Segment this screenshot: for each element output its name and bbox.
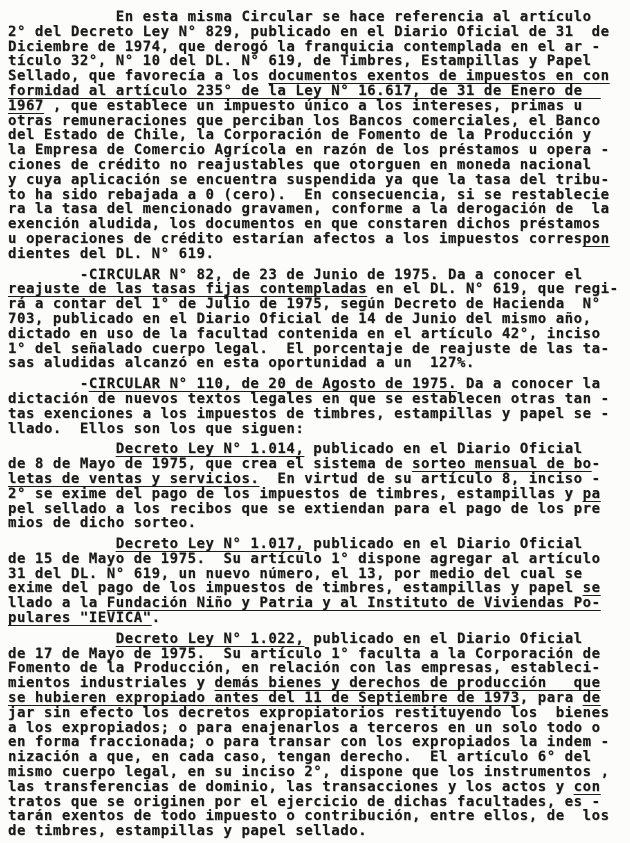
text-line	[8, 647, 628, 662]
text-segment: las transferencias de dominio, las transacciones y los actos y	[8, 779, 574, 795]
text-line	[8, 472, 628, 487]
text-segment: -	[591, 457, 601, 472]
text-segment: , que establece un impuesto único a los intereses, primas u	[43, 98, 583, 114]
text-line	[8, 188, 628, 203]
underlined-text: Decreto Ley N° 1.017,	[115, 537, 305, 552]
text-segment: Da a conocer el	[438, 267, 583, 283]
text-line	[8, 516, 628, 531]
text-line	[8, 567, 628, 582]
text-line	[8, 407, 628, 422]
text-segment: En esta misma Circular se hace referencia al artículo	[8, 10, 592, 25]
underlined-text: pa	[582, 486, 601, 502]
text-segment: de 8 de Mayo de 1975, que crea el sistema de	[8, 457, 413, 472]
underlined-text: Decreto Ley N° 1.022,	[115, 631, 305, 647]
text-line	[8, 99, 628, 114]
text-segment: exime del pago de los impuestos de timbres, estampillas y papel	[8, 581, 583, 597]
text-segment: publicado en el Diario Oficial	[304, 442, 583, 458]
text-segment: rá a contar del 1° de Julio de 1975, según Decreto de Hacienda N°	[8, 297, 601, 312]
text-line	[8, 721, 628, 736]
text-line	[8, 10, 628, 25]
text-line	[8, 312, 628, 327]
text-line	[8, 750, 628, 765]
text-line	[8, 54, 628, 69]
paragraph-circular-110	[8, 377, 628, 436]
underlined-text: con	[573, 779, 601, 795]
text-segment: mismo cuerpo legal, en su inciso 2°, dispone que los instrumentos ,	[8, 765, 610, 780]
text-segment: mientos industriales y	[8, 676, 215, 692]
text-segment: llado a la	[8, 596, 107, 612]
text-line	[8, 232, 628, 247]
text-segment: exención aludida, los documentos en que constaren dichos préstamos	[8, 217, 601, 232]
underlined-text: de	[582, 691, 601, 706]
text-segment: sas aludidas alcanzó en esta oportunidad a un 127%.	[8, 356, 475, 372]
text-segment: 31 del DL. N° 619, un nuevo número, el 13, por medio del cual se	[8, 566, 583, 582]
text-segment: .	[151, 611, 161, 626]
text-segment: jar sin efecto los decretos expropiatorios restituyendo los bienes	[8, 705, 610, 721]
text-segment: , para	[519, 691, 583, 706]
text-line	[8, 552, 628, 567]
underlined-text: CIRCULAR N° 110, de 20 de Agosto de 1975.	[88, 377, 457, 392]
text-line	[8, 735, 628, 750]
text-segment: 703, publicado en el Diario Oficial de 14 de Junio del mismo año,	[8, 311, 592, 327]
text-line	[8, 268, 628, 283]
text-segment: pel sellado a los recibos que se extiendan para el pago de los	[8, 501, 574, 517]
text-line	[8, 217, 628, 232]
text-line	[8, 765, 628, 780]
paragraph-decreto-ley-1022	[8, 632, 628, 839]
text-line	[8, 128, 628, 143]
text-segment: la Empresa de Comercio Agrícola en razón de los préstamos u opera -	[8, 143, 610, 158]
text-line	[8, 158, 628, 173]
text-line	[8, 537, 628, 552]
text-line	[8, 457, 628, 472]
text-segment: publicado en el Diario Oficial	[304, 537, 583, 552]
text-segment: Fomento de la Producción, en relación con las empresas, estableci-	[8, 661, 601, 677]
text-line	[8, 502, 628, 517]
text-line	[8, 611, 628, 626]
text-segment: y cuya aplicación se encuentra suspendida ya que la tasa del tribu-	[8, 172, 610, 188]
text-segment: 2° se exime del pago de los impuestos de timbres, estampillas y	[8, 486, 583, 502]
text-line	[8, 809, 628, 824]
text-segment: dictación de nuevos textos legales en que se establecen otras tan -	[8, 391, 610, 407]
text-line	[8, 247, 628, 262]
text-segment: a los expropiados; o para enajenarlos a terceros en un solo todo o	[8, 720, 601, 736]
text-segment: en el DL. N° 619, que regi-	[367, 282, 619, 298]
text-segment: mios de dicho sorteo.	[8, 516, 197, 532]
text-line	[8, 114, 628, 129]
underlined-text: 1967	[8, 98, 44, 114]
text-segment: to ha sido rebajada a 0 (cero). En consecuencia, si se restablec	[8, 187, 592, 203]
text-segment: tas exenciones a los impuestos de timbres, estampillas y papel se -	[8, 406, 610, 422]
underlined-text: reajuste de las tasas fijas contempladas	[8, 282, 368, 298]
underlined-text: pre	[573, 501, 601, 517]
text-line	[8, 442, 628, 457]
text-segment: En virtud de su artículo 8, inciso -	[259, 471, 601, 487]
paragraph-decreto-ley-1017	[8, 537, 628, 626]
text-line	[8, 342, 628, 357]
text-segment: nización a que, en cada caso, tengan derecho. El artículo 6° del	[8, 750, 592, 766]
paragraph-circular-82	[8, 268, 628, 372]
underlined-text: sorteo mensual de bo	[412, 457, 592, 472]
text-segment: del Estado de Chile, la Corporación de Fomento de la Producción y	[8, 128, 592, 144]
text-segment: ciones de crédito no reajustables que otorguen en moneda nacional	[8, 157, 592, 173]
underlined-text: CIRCULAR N° 82, de 23 de Junio de 1975.	[88, 267, 439, 283]
text-line	[8, 824, 628, 839]
text-line	[8, 632, 628, 647]
text-line	[8, 327, 628, 342]
text-segment: Sellado, que favorecía a los	[8, 69, 269, 84]
underlined-text: Fundación Niño y Patria y al Instituto de Viviendas Po-	[106, 596, 601, 612]
underlined-text: pon	[582, 231, 610, 247]
text-segment	[8, 632, 116, 647]
underlined-text: ie	[591, 187, 610, 203]
text-line	[8, 173, 628, 188]
text-segment: -	[8, 377, 89, 392]
underlined-text: letas de ventas y servicios.	[8, 471, 260, 487]
text-line	[8, 706, 628, 721]
text-segment: en forma fraccionada; o para transar con los expropiados la indem -	[8, 735, 610, 751]
text-line	[8, 487, 628, 502]
text-segment: de 17 de Mayo de 1975. Su artículo 1° faculta a la Corporación de	[8, 646, 601, 662]
text-segment: ra la tasa del mencionado gravamen, conforme a la derogación de la	[8, 202, 610, 218]
text-segment: tículo 32°, N° 10 del DL. N° 619, de Timbres, Estampillas y Papel	[8, 54, 592, 70]
text-segment: Da a conocer la	[456, 377, 601, 392]
underlined-text: documentos exentos de impuestos en con	[268, 69, 610, 84]
text-line	[8, 84, 628, 99]
underlined-text: se hubieren expropiado antes del 11 de Septiembre de 1973	[8, 691, 520, 706]
text-line	[8, 297, 628, 312]
text-segment: dictado en uso de la facultad contenida en el artículo 42°, inciso	[8, 326, 601, 342]
text-line	[8, 40, 628, 55]
text-segment: 2° del Decreto Ley N° 829, publicado en el Diario Oficial de 31 de	[8, 24, 610, 40]
text-segment	[8, 537, 116, 552]
text-segment: tarán exentos de todo impuesto o contribución, entre ellos, de los	[8, 809, 610, 825]
text-line	[8, 691, 628, 706]
text-line	[8, 795, 628, 810]
text-line	[8, 422, 628, 437]
text-line	[8, 676, 628, 691]
text-line	[8, 202, 628, 217]
underlined-text: formidad al artículo 235° de la Ley N° 16.617, de 31 de Enero de	[8, 83, 601, 99]
text-segment: publicado en el Diario Oficial	[304, 631, 583, 647]
underlined-text: se	[582, 581, 601, 597]
underlined-text: pulares "IEVICA"	[8, 611, 152, 626]
text-line	[8, 356, 628, 371]
text-line	[8, 282, 628, 297]
text-line	[8, 143, 628, 158]
paragraph-intro-decreto-ley-829	[8, 10, 628, 262]
text-line	[8, 69, 628, 84]
text-segment: dientes del DL. N° 619.	[8, 246, 215, 262]
text-segment: Diciembre de 1974, que derogó la franquicia contemplada en el ar -	[8, 39, 601, 55]
underlined-text: demás bienes y derechos de producción que	[214, 676, 601, 692]
text-line	[8, 596, 628, 611]
text-segment	[8, 442, 116, 457]
text-segment: de timbres, estampillas y papel sellado.	[8, 824, 368, 840]
underlined-text: Decreto Ley N° 1.014,	[115, 442, 305, 458]
text-line	[8, 661, 628, 676]
text-segment: u operaciones de crédito estarían afectos a los impuestos corres	[8, 231, 583, 247]
text-segment: otras remuneraciones que perciban los Bancos comerciales, el Banco	[8, 113, 601, 129]
text-line	[8, 780, 628, 795]
text-segment: llado. Ellos son los que siguen:	[8, 421, 305, 437]
text-line	[8, 377, 628, 392]
text-line	[8, 25, 628, 40]
text-segment: 1° del señalado cuerpo legal. El porcentaje de reajuste de las ta-	[8, 341, 610, 357]
paragraph-decreto-ley-1014	[8, 442, 628, 531]
text-line	[8, 392, 628, 407]
text-segment: de 15 de Mayo de 1975. Su artículo 1° dispone agregar al artículo	[8, 551, 601, 567]
text-segment: -	[8, 267, 89, 283]
text-line	[8, 581, 628, 596]
text-segment: tratos que se originen por el ejercicio de dichas facultades, es -	[8, 794, 601, 810]
